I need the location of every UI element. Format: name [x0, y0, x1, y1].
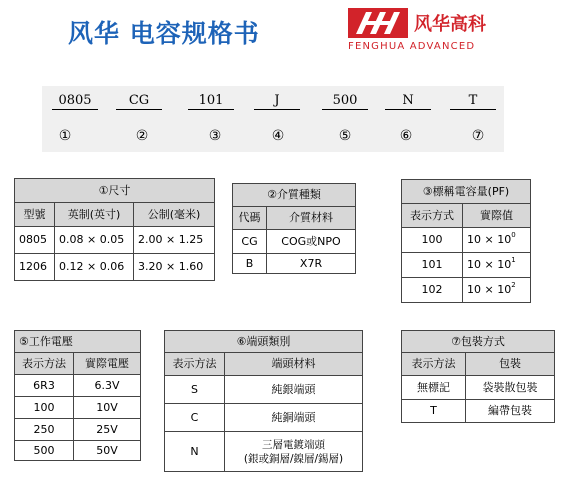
code-number-3: ③ [208, 128, 222, 144]
dielectric-table-header: 代碼 [233, 207, 267, 230]
table-row [402, 376, 555, 400]
size-table [14, 178, 215, 281]
table-cell: 0.08 × 0.05 [55, 227, 134, 254]
table-cell: 純銅端頭 [225, 404, 363, 432]
table-cell: 50V [74, 441, 141, 461]
capacitance-table-title: ③標稱電容量(PF) [402, 180, 531, 204]
table-cell: 6R3 [15, 375, 74, 397]
table-cell: B [233, 254, 267, 274]
dielectric-table [232, 183, 356, 274]
table-cell: 500 [15, 441, 74, 461]
capacitance-base: 10 × 10 [467, 258, 512, 271]
table-row [165, 432, 363, 472]
table-cell: 250 [15, 419, 74, 441]
table-cell: 101 [402, 253, 463, 278]
logo-chinese-name: 风华高科 [414, 14, 486, 35]
table-row [233, 254, 356, 274]
table-row [15, 441, 141, 461]
code-segment-dielectric: CG [116, 92, 162, 110]
document-title: 风华 电容规格书 [68, 19, 260, 48]
voltage-table-header: 表示方法 [15, 353, 74, 375]
termination-table-header: 表示方法 [165, 353, 225, 376]
code-segment-packaging: T [450, 92, 496, 110]
code-segment-capacitance: 101 [188, 92, 234, 110]
table-cell: 0805 [15, 227, 55, 254]
code-number-1: ① [58, 128, 72, 144]
table-row [15, 254, 215, 281]
table-row [233, 230, 356, 254]
table-cell: 純銀端頭 [225, 376, 363, 404]
code-number-5: ⑤ [338, 128, 352, 144]
packaging-table [401, 330, 555, 423]
capacitance-exponent: 1 [511, 256, 516, 264]
code-number-7: ⑦ [471, 128, 485, 144]
voltage-table-title: ⑤工作電壓 [15, 331, 141, 353]
table-cell: 25V [74, 419, 141, 441]
table-cell: 袋裝散包裝 [466, 376, 555, 400]
table-cell: 2.00 × 1.25 [134, 227, 215, 254]
table-row [15, 397, 141, 419]
table-cell [463, 278, 531, 303]
table-cell: 0.12 × 0.06 [55, 254, 134, 281]
table-cell [463, 228, 531, 253]
termination-table [164, 330, 363, 472]
table-row [402, 278, 531, 303]
table-cell: X7R [267, 254, 356, 274]
code-segment-voltage: 500 [322, 92, 368, 110]
table-cell: 無標記 [402, 376, 466, 400]
voltage-table [14, 330, 141, 461]
code-number-4: ④ [271, 128, 285, 144]
table-cell: 3.20 × 1.60 [134, 254, 215, 281]
table-row [15, 227, 215, 254]
table-row [165, 376, 363, 404]
table-cell: C [165, 404, 225, 432]
table-row [402, 228, 531, 253]
fenghua-logo [348, 8, 508, 54]
table-cell: 編帶包裝 [466, 400, 555, 423]
table-row [165, 404, 363, 432]
table-cell: 10V [74, 397, 141, 419]
code-number-2: ② [135, 128, 149, 144]
code-segment-termination: N [385, 92, 431, 110]
table-row [15, 375, 141, 397]
table-cell: 三層電鍍端頭 (銀或銅層/鎳層/錫層) [225, 432, 363, 472]
table-cell: S [165, 376, 225, 404]
capacitance-base: 10 × 10 [467, 283, 512, 296]
table-cell: 100 [15, 397, 74, 419]
table-cell: 100 [402, 228, 463, 253]
voltage-table-header: 實際電壓 [74, 353, 141, 375]
table-cell: N [165, 432, 225, 472]
size-table-header: 公制(毫米) [134, 203, 215, 227]
table-cell: 102 [402, 278, 463, 303]
dielectric-table-header: 介質材料 [267, 207, 356, 230]
termination-table-header: 端頭材料 [225, 353, 363, 376]
table-cell [463, 253, 531, 278]
table-row [15, 419, 141, 441]
table-cell: COG或NPO [267, 230, 356, 254]
code-number-6: ⑥ [399, 128, 413, 144]
termination-table-title: ⑥端頭類別 [165, 331, 363, 353]
packaging-table-header: 表示方法 [402, 353, 466, 376]
capacitance-base: 10 × 10 [467, 233, 512, 246]
table-row [402, 400, 555, 423]
capacitance-table-header: 表示方式 [402, 204, 463, 228]
size-table-header: 型號 [15, 203, 55, 227]
size-table-title: ①尺寸 [15, 179, 215, 203]
dielectric-table-title: ②介質種類 [233, 184, 356, 207]
table-row [402, 253, 531, 278]
capacitance-table [401, 179, 531, 303]
table-cell: T [402, 400, 466, 423]
logo-english-name: FENGHUA ADVANCED [348, 41, 476, 52]
table-cell: 1206 [15, 254, 55, 281]
capacitance-exponent: 2 [511, 281, 516, 289]
size-table-header: 英制(英寸) [55, 203, 134, 227]
table-cell: 6.3V [74, 375, 141, 397]
capacitance-exponent: 0 [511, 231, 516, 239]
packaging-table-title: ⑦包裝方式 [402, 331, 555, 353]
code-segment-tolerance: J [254, 92, 300, 110]
code-segment-size: 0805 [52, 92, 98, 110]
packaging-table-header: 包裝 [466, 353, 555, 376]
table-cell: CG [233, 230, 267, 254]
fenghua-logo-icon [348, 8, 408, 38]
capacitance-table-header: 實際值 [463, 204, 531, 228]
